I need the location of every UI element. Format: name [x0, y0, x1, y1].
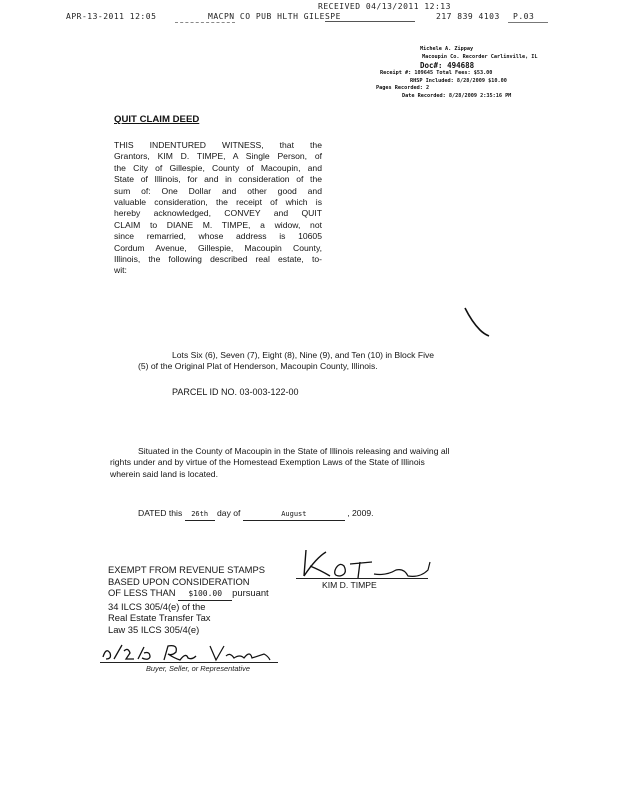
- recording-stamp-line: Date Recorded: 8/28/2009 2:35:16 PM: [402, 92, 512, 99]
- fax-received-stamp: RECEIVED 04/13/2011 12:13: [318, 2, 451, 11]
- dated-year: , 2009.: [347, 508, 374, 518]
- legal-description: [110, 350, 434, 373]
- exempt-signer-caption: Buyer, Seller, or Representative: [146, 664, 250, 673]
- witness-line: Grantors, KIM D. TIMPE, A Single Person, of: [114, 151, 322, 162]
- situated-line: rights under and by virtue of the Homestead Exemption Laws of the State of Illinois: [110, 457, 425, 468]
- witness-line: since remarried, whose address is 10605: [114, 231, 322, 242]
- exempt-statute-line: Real Estate Transfer Tax: [108, 612, 211, 624]
- legal-description-line: Lots Six (6), Seven (7), Eight (8), Nine (9), and Ten (10) in Block Five: [172, 350, 435, 360]
- recording-stamp-line: Michele A. Zippay: [420, 46, 474, 52]
- recording-stamp-line: RHSP Included: 8/28/2009 $10.00: [410, 77, 507, 84]
- exempt-statute-line: 34 ILCS 305/4(e) of the: [108, 600, 206, 612]
- parcel-id: PARCEL ID NO. 03-003-122-00: [172, 387, 299, 397]
- fax-page-number: P.03: [513, 12, 535, 21]
- fax-header-mark: [508, 22, 548, 31]
- fax-sender: MACPN CO PUB HLTH GILESPE: [208, 12, 341, 21]
- situated-line: Situated in the County of Macoupin in the State of Illinois releasing and waiving all: [138, 446, 450, 456]
- legal-description-line: (5) of the Original Plat of Henderson, Macoupin County, Illinois.: [138, 361, 378, 372]
- witness-paragraph: [114, 140, 322, 277]
- exempt-pursuant: pursuant: [232, 587, 269, 599]
- grantor-signature-rule: [296, 578, 428, 579]
- exempt-statute-line: Law 35 ILCS 305/4(e): [108, 623, 200, 635]
- exempt-date-handwritten: [100, 643, 156, 663]
- recording-stamp-line: Receipt #: 109645 Total Fees: $53.00: [380, 70, 493, 76]
- dated-line: [138, 508, 374, 521]
- exempt-less-than: OF LESS THAN: [108, 587, 176, 599]
- deed-title: QUIT CLAIM DEED: [114, 114, 200, 125]
- witness-line: CLAIM to DIANE M. TIMPE, a widow, not: [114, 219, 322, 230]
- witness-line: Illinois, the following described real estate, to-: [114, 254, 322, 265]
- dated-day-of: day of: [217, 508, 241, 518]
- witness-line: THIS INDENTURED WITNESS, that the: [114, 140, 322, 150]
- exempt-line: EXEMPT FROM REVENUE STAMPS: [108, 564, 265, 575]
- recording-stamp-docnum: Doc#: 494688: [420, 61, 475, 70]
- fax-header-rule: [175, 22, 235, 23]
- fax-phone: 217 839 4103: [436, 12, 500, 21]
- exempt-signature-rule: [100, 662, 278, 663]
- dated-day-field: 26th: [185, 509, 215, 521]
- exempt-representative-signature: [160, 642, 272, 664]
- pen-mark: [462, 306, 492, 340]
- exempt-amount-field: $100.00: [178, 588, 232, 601]
- dated-month-field: August: [243, 509, 345, 521]
- exempt-line: BASED UPON CONSIDERATION: [108, 575, 250, 587]
- grantor-name: KIM D. TIMPE: [322, 580, 377, 590]
- situated-paragraph: [110, 446, 449, 480]
- dated-prefix: DATED this: [138, 508, 183, 518]
- recording-stamp-line: Macoupin Co. Recorder Carlinville, IL: [422, 53, 538, 60]
- witness-line: the City of Gillespie, County of Macoupin, and: [114, 162, 322, 173]
- exempt-amount-line: [108, 587, 269, 601]
- witness-line: Cordum Avenue, Gillespie, Macoupin County,: [114, 242, 322, 253]
- recording-stamp-line: Pages Recorded: 2: [376, 85, 430, 91]
- witness-line: wit:: [114, 265, 127, 276]
- fax-date-time: APR-13-2011 12:05: [66, 12, 157, 21]
- fax-header-rule: [325, 21, 415, 22]
- recording-stamp: [376, 46, 538, 100]
- witness-line: sum of: One Dollar and other good and: [114, 185, 322, 196]
- witness-line: hereby acknowledged, CONVEY and QUIT: [114, 208, 322, 219]
- witness-line: valuable consideration, the receipt of which is: [114, 197, 322, 208]
- witness-line: State of Illinois, for and in consideration of the: [114, 174, 322, 185]
- situated-line: wherein said land is located.: [110, 468, 218, 479]
- exempt-block: [108, 564, 269, 636]
